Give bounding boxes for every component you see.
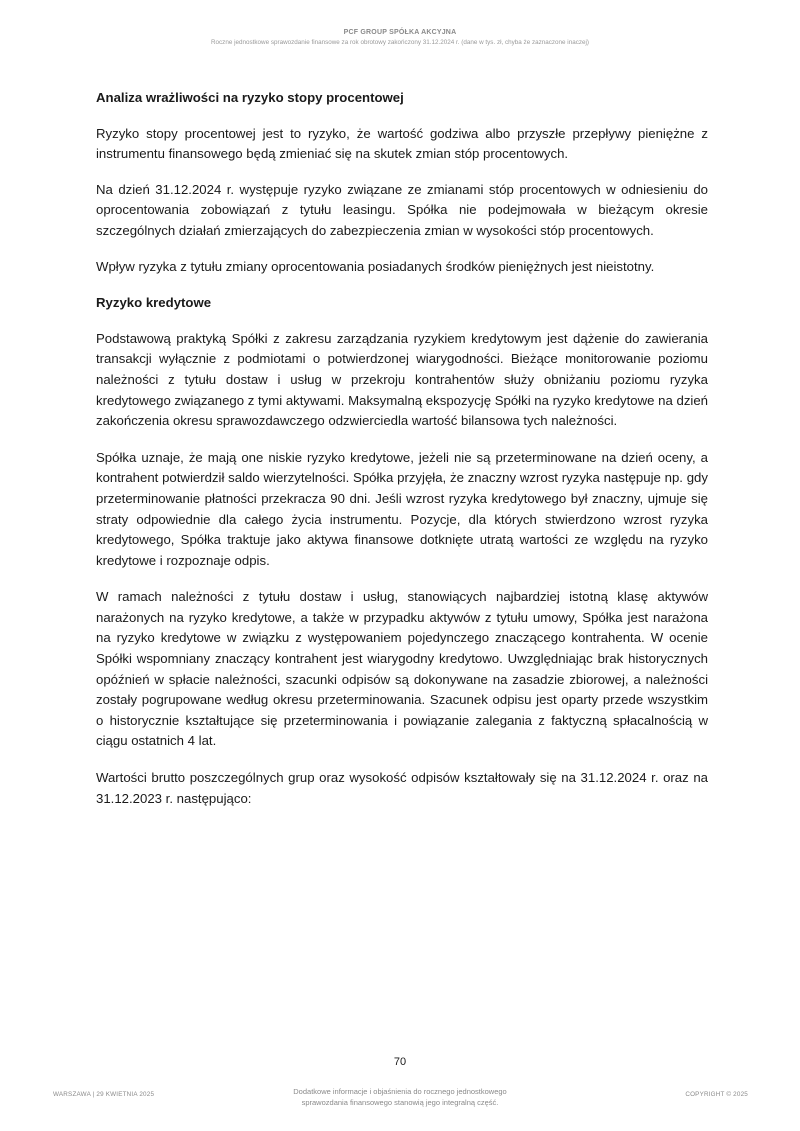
document-body — [96, 88, 708, 809]
page-number: 70 — [393, 1056, 407, 1068]
paragraph-interest-leasing: Na dzień 31.12.2024 r. występuje ryzyko związane ze zmianami stóp procentowych w odniesieniu do oprocentowania zobowiązań z tytułu leasingu. Spółka nie podejmowała w bieżącym okresie szczególnych działań zmierzających do zabezpieczenia zmian w wysokości stóp procentowych. — [96, 181, 708, 238]
paragraph-interest-definition: Ryzyko stopy procentowej jest to ryzyko, że wartość godziwa albo przyszłe przepływy pieniężne z instrumentu finansowego będą zmieniać się na skutek zmian stóp procentowych. — [96, 125, 708, 162]
footer-note — [250, 1087, 550, 1108]
header-company-name: PCF GROUP SPÓŁKA AKCYJNA — [343, 29, 457, 36]
paragraph-credit-receivables: W ramach należności z tytułu dostaw i usług, stanowiących najbardziej istotną klasę aktywów narażonych na ryzyko kredytowe, a także w przypadku aktywów z tytułu umowy, Spółka jest narażona na ryzyko kredytowe w związku z występowaniem pojedynczego znaczącego kontrahenta. W ocenie Spółki wspomniany znaczący kontrahent jest wiarygodny kredytowo. Uwzględniając brak historycznych opóźnień w spłacie należności, szacunki odpisów są dokonywane na zasadzie zbiorowej, a należności zostały pogrupowane według okresu przeterminowania. Szacunek odpisu jest oparty przede wszystkim o historycznie kształtujące się przeterminowania i powiązanie zalegania z faktyczną spłacalnością w ciągu ostatnich 4 lat. — [96, 589, 708, 749]
heading-interest-rate-sensitivity: Analiza wrażliwości na ryzyko stopy procentowej — [96, 90, 404, 105]
footer-note-line-2: sprawozdania finansowego stanowią jego integralną część. — [301, 1097, 499, 1107]
paragraph-credit-gross-values: Wartości brutto poszczególnych grup oraz wysokość odpisów kształtowały się na 31.12.2024 r. oraz na 31.12.2023 r. następująco: — [96, 770, 708, 806]
footer-copyright: COPYRIGHT © 2025 — [685, 1091, 748, 1098]
page-header — [0, 29, 800, 46]
footer-note-line-1: Dodatkowe informacje i objaśnienia do rocznego jednostkowego — [293, 1087, 507, 1096]
paragraph-interest-cash-impact: Wpływ ryzyka z tytułu zmiany oprocentowania posiadanych środków pieniężnych jest nieistotny. — [96, 258, 655, 274]
paragraph-credit-practice: Podstawową praktyką Spółki z zakresu zarządzania ryzykiem kredytowym jest dążenie do zawierania transakcji wyłącznie z podmiotami o potwierdzonej wiarygodności. Bieżące monitorowanie poziomu należności z tytułu dostaw i usług w przekroju kontrahentów służy obniżaniu poziomu ryzyka kredytowego związanego z tymi aktywami. Maksymalną ekspozycję Spółki na ryzyko kredytowe na dzień zakończenia okresu sprawozdawczego odzwierciedla wartość bilansowa tych należności. — [96, 330, 709, 429]
header-report-subtitle: Roczne jednostkowe sprawozdanie finansowe za rok obrotowy zakończony 31.12.2024 r. (dane w tys. zł, chyba że zaznaczone inaczej) — [210, 39, 590, 46]
paragraph-credit-low-risk: Spółka uznaje, że mają one niskie ryzyko kredytowe, jeżeli nie są przeterminowane na dzień oceny, a kontrahent potwierdził saldo wierzytelności. Spółka przyjęła, że znaczny wzrost ryzyka następuje np. gdy przeterminowanie płatności przekracza 90 dni. Jeśli wzrost ryzyka kredytowego był znaczny, ujmuje się straty odpowiednie dla całego życia instrumentu. Pozycje, dla których stwierdzono wzrost ryzyka kredytowego, Spółka traktuje jako aktywa finansowe dotknięte utratą wartości ze względu na ryzyko kredytowe i rozpoznaje odpis. — [96, 449, 708, 568]
heading-credit-risk: Ryzyko kredytowe — [96, 295, 212, 311]
footer-location-date: WARSZAWA | 29 KWIETNIA 2025 — [53, 1091, 155, 1098]
